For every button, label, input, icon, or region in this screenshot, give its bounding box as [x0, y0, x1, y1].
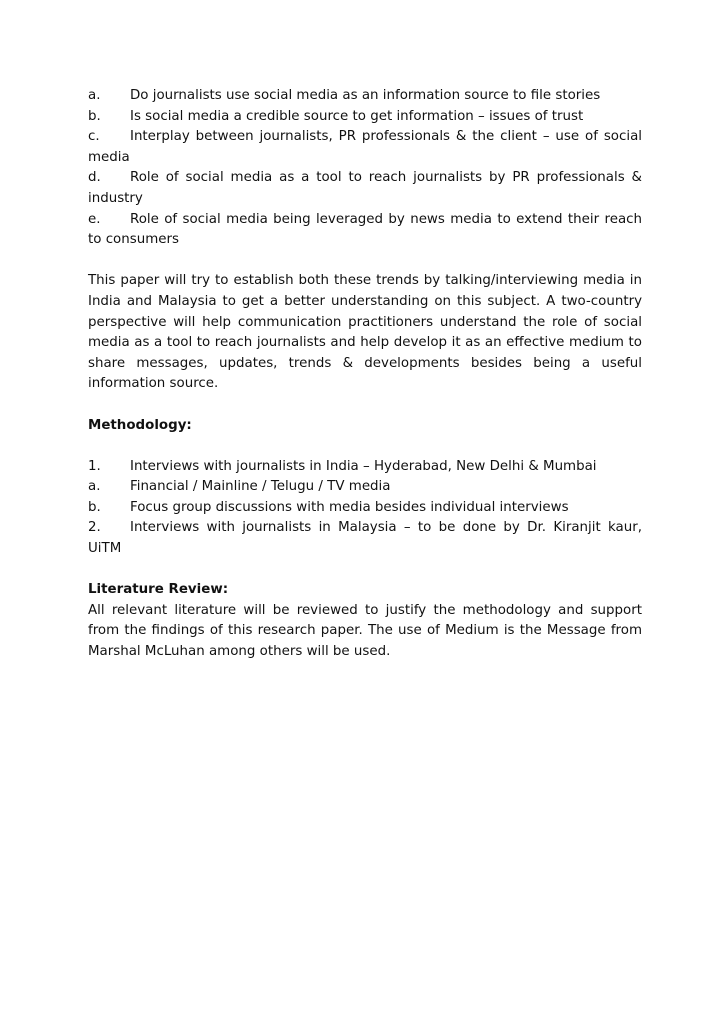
- spacer: [88, 436, 642, 457]
- body-paragraph: This paper will try to establish both these trends by talking/interviewing media in India and Malaysia to get a better understanding on this subject. A two-country perspective will help communication practitioners understand the role of social media as a tool to reach journalists and help develop it as an effective medium to share messages, updates, trends & developments besides being a useful information source.: [88, 273, 642, 392]
- methodology-heading: Methodology:: [88, 417, 192, 433]
- list-item: [88, 457, 642, 478]
- list-item: [88, 498, 642, 519]
- spacer: [88, 560, 642, 581]
- list-item: [88, 477, 642, 498]
- list-item-label: 1.: [88, 458, 101, 474]
- list-item-text: Interviews with journalists in Malaysia – to be done by Dr. Kiranjit kaur, UiTM: [88, 520, 642, 557]
- list-item-label: b.: [88, 499, 101, 515]
- list-item-text: Interviews with journalists in India – Hyderabad, New Delhi & Mumbai: [130, 458, 597, 474]
- list-item: [88, 210, 642, 251]
- list-item: [88, 168, 642, 209]
- list-item: [88, 107, 642, 128]
- list-item-label: e.: [88, 211, 101, 227]
- list-item-label: c.: [88, 129, 100, 145]
- literature-review-heading: Literature Review:: [88, 582, 229, 598]
- list-item-text: Role of social media being leveraged by news media to extend their reach to consumers: [88, 211, 642, 248]
- document-page: [88, 86, 642, 663]
- list-item-label: a.: [88, 479, 101, 495]
- spacer: [88, 251, 642, 272]
- list-item: [88, 86, 642, 107]
- intro-list: [88, 86, 642, 251]
- list-item: [88, 127, 642, 168]
- literature-review-text: All relevant literature will be reviewed to justify the methodology and support from the findings of this research paper. The use of Medium is the Message from Marshal McLuhan among others will be used.: [88, 602, 642, 660]
- list-item-text: Is social media a credible source to get information – issues of trust: [130, 108, 584, 124]
- list-item-label: d.: [88, 170, 101, 186]
- list-item-label: 2.: [88, 520, 101, 536]
- list-item-text: Interplay between journalists, PR professionals & the client – use of social media: [88, 129, 642, 165]
- methodology-list: [88, 457, 642, 560]
- list-item-text: Role of social media as a tool to reach journalists by PR professionals & industry: [88, 170, 642, 206]
- list-item-text: Focus group discussions with media besides individual interviews: [130, 499, 569, 515]
- spacer: [88, 395, 642, 416]
- list-item-label: a.: [88, 88, 101, 103]
- list-item-label: b.: [88, 108, 101, 124]
- list-item: [88, 518, 642, 559]
- list-item-text: Do journalists use social media as an information source to file stories: [130, 88, 601, 103]
- list-item-text: Financial / Mainline / Telugu / TV media: [130, 479, 391, 495]
